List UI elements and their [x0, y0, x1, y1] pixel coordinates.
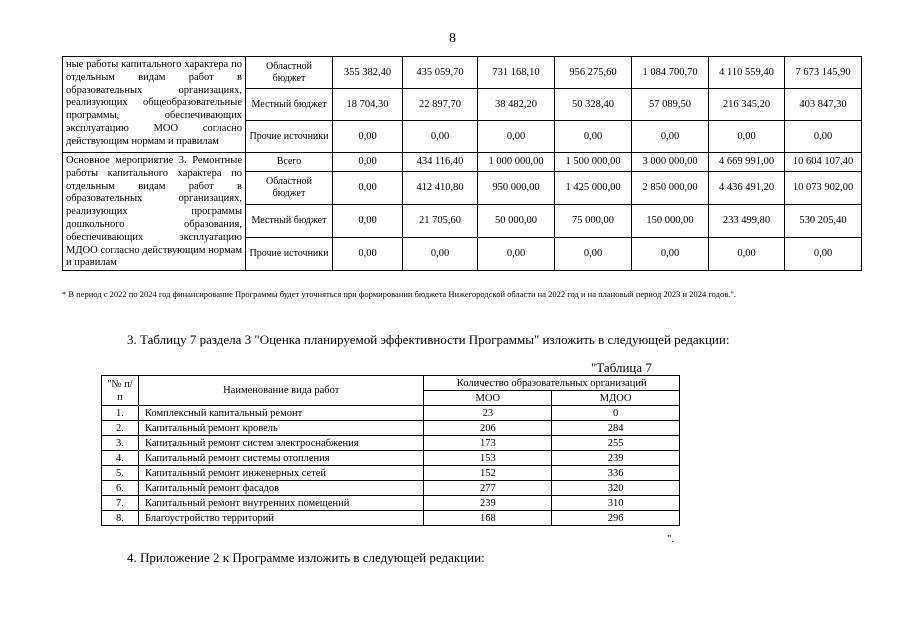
funding-value: 0,00	[333, 237, 403, 270]
funding-value: 50 000,00	[478, 204, 555, 237]
work-type: Капитальный ремонт кровель	[138, 421, 423, 436]
mdoo-count: 336	[552, 466, 680, 481]
funding-value: 355 382,40	[333, 57, 403, 89]
mdoo-count: 320	[552, 481, 680, 496]
funding-value: 434 116,40	[403, 153, 478, 172]
table-row	[102, 451, 680, 466]
funding-value: 1 500 000,00	[555, 153, 632, 172]
header-org-count: Количество образовательных организаций	[424, 376, 680, 391]
funding-value: 216 345,20	[709, 89, 785, 121]
work-type: Капитальный ремонт внутренних помещений	[138, 496, 423, 511]
funding-value: 22 897,70	[403, 89, 478, 121]
work-type: Капитальный ремонт инженерных сетей	[138, 466, 423, 481]
funding-source: Областной бюджет	[246, 57, 333, 89]
funding-value: 0,00	[333, 153, 403, 172]
funding-value: 0,00	[555, 237, 632, 270]
moo-count: 153	[424, 451, 552, 466]
work-type: Капитальный ремонт систем электроснабжения	[138, 436, 423, 451]
paragraph-4: 4. Приложение 2 к Программе изложить в следующей редакции:	[127, 550, 485, 565]
funding-value: 1 000 000,00	[478, 153, 555, 172]
header-moo: МОО	[424, 391, 552, 406]
funding-value: 75 000,00	[555, 204, 632, 237]
funding-value: 403 847,30	[785, 89, 862, 121]
funding-value: 50 328,40	[555, 89, 632, 121]
row-number: 2.	[102, 421, 139, 436]
funding-source: Прочие источники	[246, 121, 333, 153]
row-number: 7.	[102, 496, 139, 511]
table-row	[102, 496, 680, 511]
funding-value: 0,00	[632, 121, 709, 153]
funding-value: 4 436 491,20	[709, 171, 785, 204]
row-number: 1.	[102, 406, 139, 421]
funding-value: 0,00	[785, 237, 862, 270]
funding-value: 0,00	[403, 237, 478, 270]
work-type: Капитальный ремонт системы отопления	[138, 451, 423, 466]
header-work-type: Наименование вида работ	[138, 376, 423, 406]
row-number: 3.	[102, 436, 139, 451]
moo-count: 277	[424, 481, 552, 496]
mdoo-count: 239	[552, 451, 680, 466]
funding-value: 233 499,80	[709, 204, 785, 237]
closing-quote: ".	[667, 533, 675, 545]
row-number: 8.	[102, 511, 139, 526]
activity-description: Основное мероприятие 3. Ремонтные работы капитального характера по отдельным видам работ в образовательных организациях, реализующих программы дошкольного образования, обеспечивающих эксплуатацию МДОО согласно действующим нормам и правилам	[63, 153, 246, 271]
row-number: 4.	[102, 451, 139, 466]
funding-source: Местный бюджет	[246, 89, 333, 121]
funding-value: 0,00	[709, 237, 785, 270]
table-7-label: "Таблица 7	[591, 360, 652, 375]
work-type: Капитальный ремонт фасадов	[138, 481, 423, 496]
funding-row	[63, 153, 862, 172]
funding-value: 38 482,20	[478, 89, 555, 121]
funding-value: 10 604 107,40	[785, 153, 862, 172]
funding-source: Всего	[246, 153, 333, 172]
funding-value: 0,00	[333, 204, 403, 237]
funding-value: 57 089,50	[632, 89, 709, 121]
funding-value: 4 669 991,00	[709, 153, 785, 172]
funding-value: 10 073 902,00	[785, 171, 862, 204]
moo-count: 239	[424, 496, 552, 511]
moo-count: 23	[424, 406, 552, 421]
page-number: 8	[449, 31, 456, 46]
funding-value: 0,00	[709, 121, 785, 153]
funding-value: 0,00	[632, 237, 709, 270]
funding-value: 2 850 000,00	[632, 171, 709, 204]
funding-value: 956 275,60	[555, 57, 632, 89]
effectiveness-table	[101, 375, 680, 526]
table-row	[102, 511, 680, 526]
table-row	[102, 421, 680, 436]
header-mdoo: МДОО	[552, 391, 680, 406]
table-row	[102, 406, 680, 421]
paragraph-3: 3. Таблицу 7 раздела 3 "Оценка планируемой эффективности Программы" изложить в следующей редакции:	[127, 332, 730, 347]
moo-count: 206	[424, 421, 552, 436]
funding-value: 0,00	[478, 121, 555, 153]
mdoo-count: 284	[552, 421, 680, 436]
funding-row	[63, 57, 862, 89]
funding-value: 950 000,00	[478, 171, 555, 204]
funding-value: 0,00	[333, 171, 403, 204]
funding-value: 530 205,40	[785, 204, 862, 237]
funding-value: 18 704,30	[333, 89, 403, 121]
footnote: * В период с 2022 по 2024 год финансирование Программы будет уточняться при формировании бюджета Нижегородской области на 2022 год и на плановый период 2023 и 2024 годов.".	[62, 289, 736, 299]
funding-value: 435 059,70	[403, 57, 478, 89]
moo-count: 152	[424, 466, 552, 481]
table-row	[102, 481, 680, 496]
mdoo-count: 296	[552, 511, 680, 526]
work-type: Благоустройство территорий	[138, 511, 423, 526]
activity-description: ные работы капитального характера по отдельным видам работ в образовательных организациях, реализующих общеобразовательные программы, обеспечивающих эксплуатацию МОО согласно действующим нормам и правилам	[63, 57, 246, 153]
funding-value: 412 410,80	[403, 171, 478, 204]
mdoo-count: 255	[552, 436, 680, 451]
row-number: 6.	[102, 481, 139, 496]
work-type: Комплексный капитальный ремонт	[138, 406, 423, 421]
funding-value: 0,00	[333, 121, 403, 153]
moo-count: 173	[424, 436, 552, 451]
funding-table	[62, 56, 862, 271]
funding-source: Прочие источники	[246, 237, 333, 270]
table-row	[102, 436, 680, 451]
mdoo-count: 0	[552, 406, 680, 421]
funding-value: 1 084 700,70	[632, 57, 709, 89]
funding-source: Областной бюджет	[246, 171, 333, 204]
funding-value: 731 168,10	[478, 57, 555, 89]
funding-source: Местный бюджет	[246, 204, 333, 237]
moo-count: 168	[424, 511, 552, 526]
header-num: "№ п/п	[102, 376, 139, 406]
funding-value: 0,00	[785, 121, 862, 153]
funding-value: 0,00	[555, 121, 632, 153]
row-number: 5.	[102, 466, 139, 481]
funding-value: 0,00	[403, 121, 478, 153]
funding-value: 150 000,00	[632, 204, 709, 237]
funding-value: 3 000 000,00	[632, 153, 709, 172]
funding-value: 1 425 000,00	[555, 171, 632, 204]
table-row	[102, 466, 680, 481]
funding-value: 21 705,60	[403, 204, 478, 237]
mdoo-count: 310	[552, 496, 680, 511]
funding-value: 7 673 145,90	[785, 57, 862, 89]
funding-value: 4 110 559,40	[709, 57, 785, 89]
funding-value: 0,00	[478, 237, 555, 270]
